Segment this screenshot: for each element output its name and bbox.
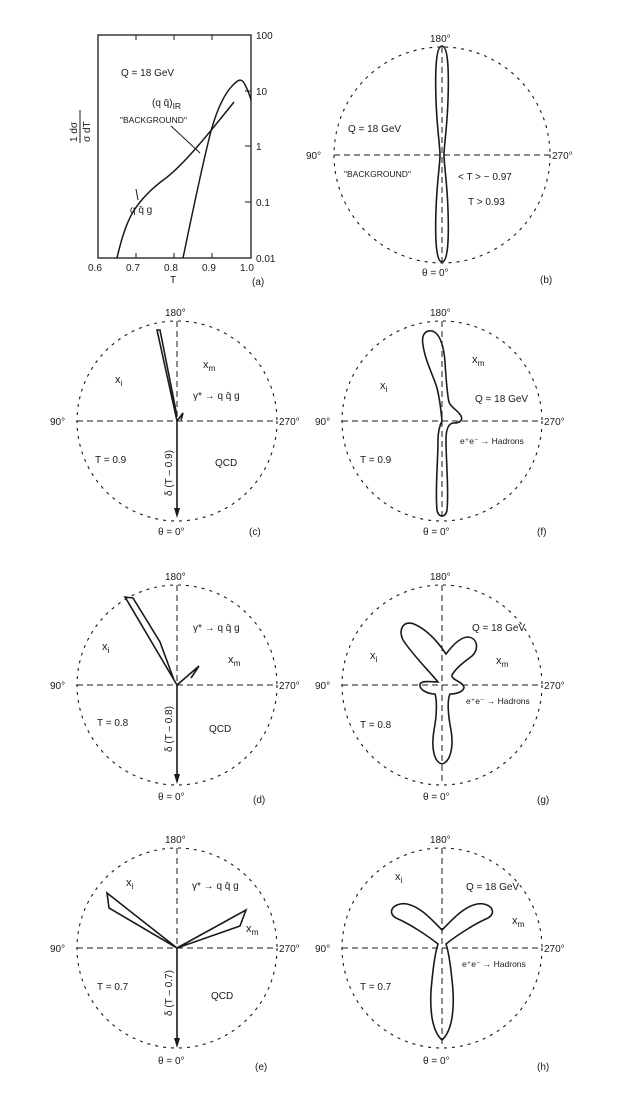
xm-label: $x_m$ xyxy=(512,915,525,929)
quark-jet-line xyxy=(157,330,177,421)
gluon-jet-stub xyxy=(177,413,183,421)
gluon-jet-line xyxy=(177,666,199,685)
angle-0: θ = 0° xyxy=(423,1056,450,1067)
mean-thrust: < T > ~ 0.97 xyxy=(458,172,512,183)
panel-d xyxy=(50,572,300,806)
panel-tag: (e) xyxy=(255,1062,268,1073)
arrowhead xyxy=(174,1038,180,1048)
qqg-label: q q̄ g xyxy=(130,205,153,216)
process-label: e⁺e⁻ → Hadrons xyxy=(466,696,530,706)
energy-flow-lobe xyxy=(401,623,476,764)
x-tick-label: 1.0 xyxy=(240,263,254,274)
panel-tag: (f) xyxy=(537,527,547,538)
panel-tag: (h) xyxy=(537,1062,550,1073)
panel-a-bottom-ticks xyxy=(98,253,251,258)
xi-label: $x_i$ xyxy=(380,380,388,394)
x-tick-label: 0.7 xyxy=(126,263,140,274)
angle-90: 90° xyxy=(50,944,66,955)
angle-90: 90° xyxy=(315,417,331,428)
delta-label: δ (T – 0.8) xyxy=(164,706,175,752)
angle-0: θ = 0° xyxy=(158,1056,185,1067)
arrowhead xyxy=(174,774,180,784)
panel-a-top-ticks xyxy=(136,35,212,40)
angle-270: 270° xyxy=(544,417,565,428)
delta-label: δ (T – 0.7) xyxy=(164,970,175,1016)
y-tick-label: 10 xyxy=(256,87,268,98)
angle-180: 180° xyxy=(165,308,186,319)
qcd-label: QCD xyxy=(209,724,232,735)
process-label: γ* → q q̄ g xyxy=(193,623,240,634)
thrust-value: T = 0.9 xyxy=(360,455,392,466)
panel-tag: (b) xyxy=(540,275,553,286)
xm-label: $x_m$ xyxy=(496,655,509,669)
angle-90: 90° xyxy=(50,681,66,692)
angle-0: θ = 0° xyxy=(422,268,449,279)
angle-180: 180° xyxy=(430,572,451,583)
panel-a xyxy=(69,31,276,288)
q-label: Q = 18 GeV xyxy=(121,68,175,79)
y-axis-label xyxy=(69,110,93,143)
xi-label: $x_i$ xyxy=(102,641,110,655)
y-tick-label: 1 xyxy=(256,142,262,153)
quark-jet-line xyxy=(107,893,177,948)
y-tick-label: 0.1 xyxy=(256,198,270,209)
angle-90: 90° xyxy=(50,417,66,428)
angle-0: θ = 0° xyxy=(423,792,450,803)
x-tick-label: 0.8 xyxy=(164,263,178,274)
panel-h xyxy=(315,835,565,1073)
process-label: γ* → q q̄ g xyxy=(193,391,240,402)
panel-tag: (g) xyxy=(537,795,550,806)
panel-c xyxy=(50,308,300,538)
panel-a-right-ticks xyxy=(245,35,251,258)
angle-0: θ = 0° xyxy=(158,527,185,538)
background-label: "BACKGROUND" xyxy=(120,115,187,125)
svg-text:1 dσ: 1 dσ xyxy=(69,121,80,142)
angle-180: 180° xyxy=(165,572,186,583)
angle-90: 90° xyxy=(315,681,331,692)
x-tick-label: 0.9 xyxy=(202,263,216,274)
angle-180: 180° xyxy=(165,835,186,846)
background-pointer xyxy=(171,126,200,153)
x-axis-label: T xyxy=(170,275,177,286)
qqg-pointer xyxy=(136,189,138,200)
angle-90: 90° xyxy=(306,151,322,162)
angle-0: θ = 0° xyxy=(158,792,185,803)
xm-label: $x_m$ xyxy=(228,654,241,668)
process-label: γ* → q q̄ g xyxy=(192,881,239,892)
thrust-value: T = 0.8 xyxy=(360,720,392,731)
xm-label: $x_m$ xyxy=(246,923,259,937)
thrust-cut: T > 0.93 xyxy=(468,197,505,208)
q-label: Q = 18 GeV xyxy=(348,124,402,135)
x-tick-label: 0.6 xyxy=(88,263,102,274)
panel-g xyxy=(315,572,565,806)
y-tick-label: 100 xyxy=(256,31,273,42)
delta-label: δ (T – 0.9) xyxy=(164,450,175,496)
qqg-curve xyxy=(117,102,234,258)
qcd-label: QCD xyxy=(211,991,234,1002)
angle-180: 180° xyxy=(430,308,451,319)
q-label: Q = 18 GeV xyxy=(472,623,526,634)
panel-tag: (d) xyxy=(253,795,266,806)
angle-270: 270° xyxy=(544,681,565,692)
angle-270: 270° xyxy=(279,417,300,428)
thrust-value: T = 0.8 xyxy=(97,718,129,729)
angle-270: 270° xyxy=(279,944,300,955)
panel-f xyxy=(315,308,565,538)
xi-label: $x_i$ xyxy=(126,877,134,891)
angle-180: 180° xyxy=(430,34,451,45)
gluon-jet-line xyxy=(177,910,246,948)
angle-180: 180° xyxy=(430,835,451,846)
thrust-value: T = 0.7 xyxy=(360,982,392,993)
svg-text:σ dT: σ dT xyxy=(82,121,93,142)
angle-90: 90° xyxy=(315,944,331,955)
angle-270: 270° xyxy=(279,681,300,692)
angle-270: 270° xyxy=(552,151,573,162)
xi-label: $x_i$ xyxy=(115,374,123,388)
xi-label: $x_i$ xyxy=(395,871,403,885)
arrowhead xyxy=(174,508,180,518)
panel-e xyxy=(50,835,300,1073)
panel-tag: (c) xyxy=(249,527,261,538)
angle-0: θ = 0° xyxy=(423,527,450,538)
process-label: e⁺e⁻ → Hadrons xyxy=(460,436,524,446)
xm-label: $x_m$ xyxy=(203,359,216,373)
qq-background-curve xyxy=(183,80,251,258)
q-label: Q = 18 GeV xyxy=(475,394,529,405)
background-label: "BACKGROUND" xyxy=(344,169,411,179)
thrust-value: T = 0.9 xyxy=(95,455,127,466)
qcd-label: QCD xyxy=(215,458,238,469)
angle-270: 270° xyxy=(544,944,565,955)
panel-tag: (a) xyxy=(252,277,265,288)
q-label: Q = 18 GeV xyxy=(466,882,520,893)
qq-label: (q $q̄)_{IR}$ xyxy=(152,98,182,111)
panel-b xyxy=(306,34,573,286)
quark-jet-line xyxy=(125,597,177,685)
thrust-value: T = 0.7 xyxy=(97,982,129,993)
process-label: e⁺e⁻ → Hadrons xyxy=(462,959,526,969)
y-tick-label: 0.01 xyxy=(256,254,276,265)
xi-label: $x_i$ xyxy=(370,650,378,664)
xm-label: $x_m$ xyxy=(472,354,485,368)
